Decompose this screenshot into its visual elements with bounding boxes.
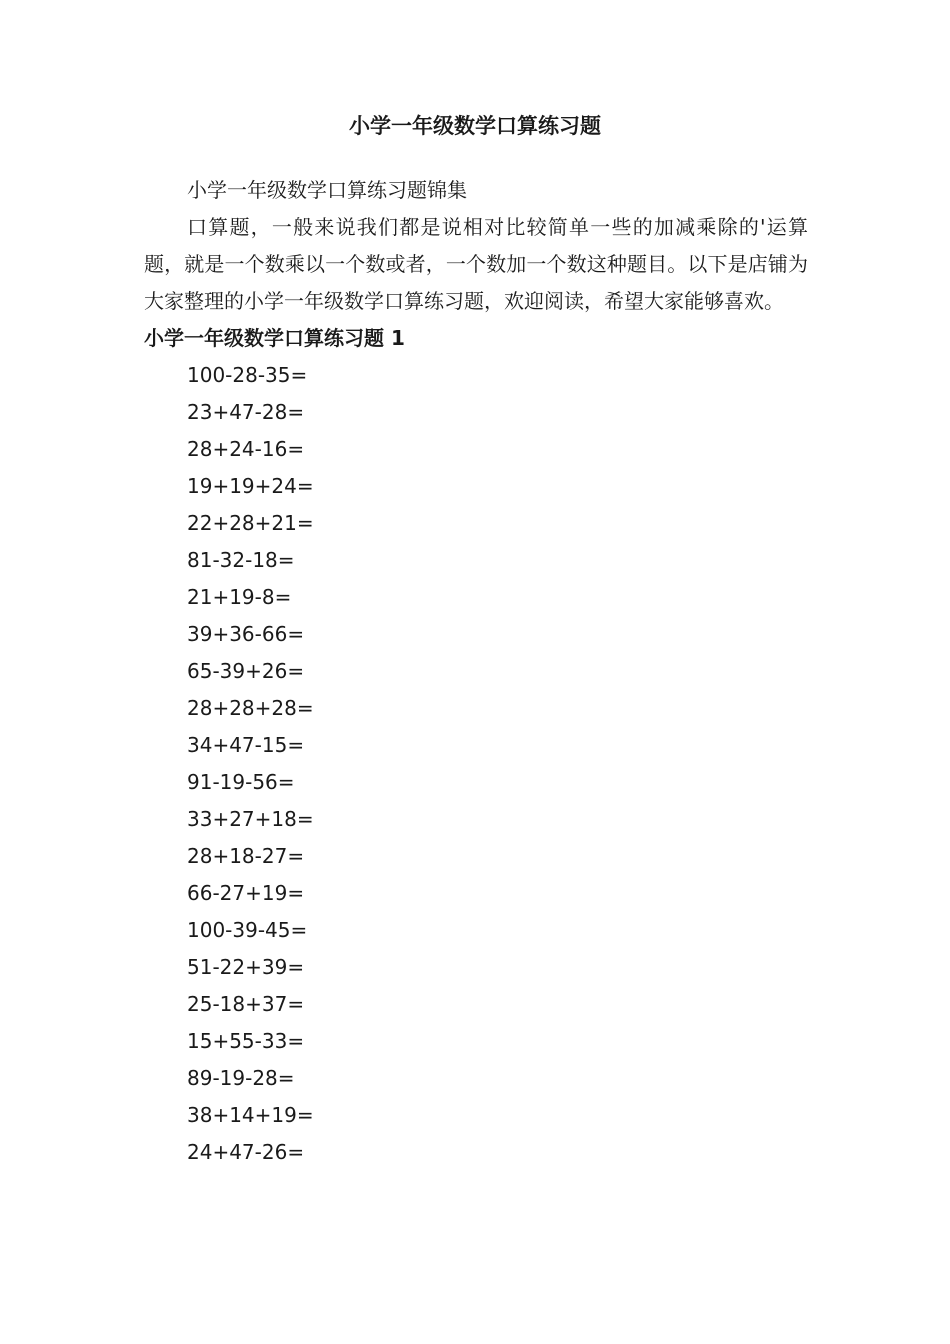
problem-item: 15+55-33= <box>187 1029 305 1053</box>
subtitle-paragraph: 小学一年级数学口算练习题锦集 <box>187 178 467 202</box>
problem-item: 28+28+28= <box>187 696 314 720</box>
document-body <box>144 172 808 1171</box>
problem-item: 23+47-28= <box>187 400 305 424</box>
problem-item: 81-32-18= <box>187 548 295 572</box>
problem-item: 28+18-27= <box>187 844 305 868</box>
problem-list <box>144 357 808 1171</box>
problem-item: 89-19-28= <box>187 1066 295 1090</box>
problem-item: 34+47-15= <box>187 733 305 757</box>
problem-item: 100-39-45= <box>187 918 308 942</box>
problem-item: 19+19+24= <box>187 474 314 498</box>
problem-item: 22+28+21= <box>187 511 314 535</box>
problem-item: 28+24-16= <box>187 437 305 461</box>
problem-item: 24+47-26= <box>187 1140 305 1164</box>
section-heading: 小学一年级数学口算练习题 1 <box>144 326 405 350</box>
problem-item: 51-22+39= <box>187 955 305 979</box>
problem-item: 39+36-66= <box>187 622 305 646</box>
problem-item: 91-19-56= <box>187 770 295 794</box>
problem-item: 25-18+37= <box>187 992 305 1016</box>
problem-item: 33+27+18= <box>187 807 314 831</box>
problem-item: 21+19-8= <box>187 585 292 609</box>
problem-item: 100-28-35= <box>187 363 308 387</box>
intro-paragraph: 口算题，一般来说我们都是说相对比较简单一些的加减乘除的'运算题，就是一个数乘以一个数或者，一个数加一个数这种题目。以下是店铺为大家整理的小学一年级数学口算练习题，欢迎阅读，希望大家能够喜欢。 <box>144 215 808 313</box>
document-title: 小学一年级数学口算练习题 <box>349 114 601 138</box>
problem-item: 38+14+19= <box>187 1103 314 1127</box>
problem-item: 65-39+26= <box>187 659 305 683</box>
problem-item: 66-27+19= <box>187 881 305 905</box>
